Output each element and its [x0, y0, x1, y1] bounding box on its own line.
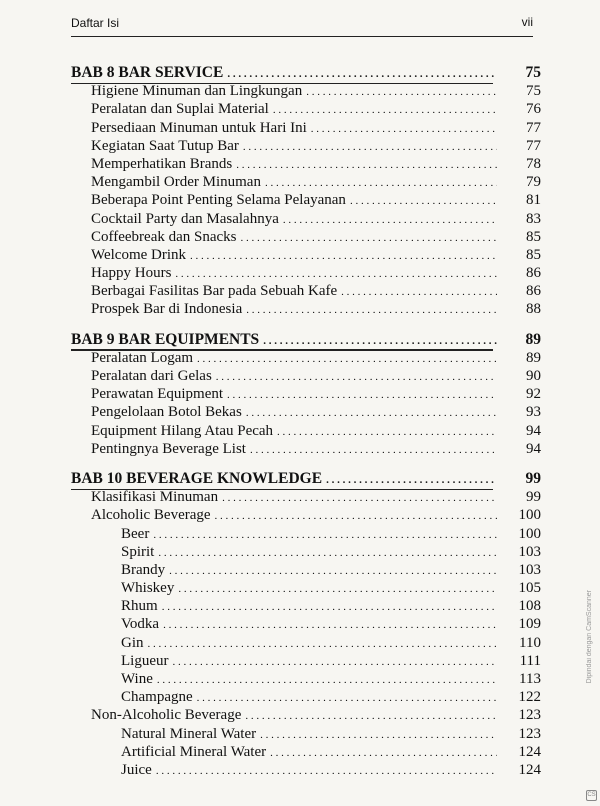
dot-leader [283, 211, 497, 229]
dot-leader [178, 580, 497, 598]
toc-entry[interactable] [71, 440, 541, 458]
scanner-watermark: Dipindai dengan CamScanner [586, 590, 593, 684]
toc-entry[interactable] [71, 725, 541, 743]
entry-title: Whiskey [121, 580, 175, 597]
entry-title: Natural Mineral Water [121, 725, 257, 742]
toc-entry[interactable] [71, 155, 541, 173]
toc-entry[interactable] [71, 82, 541, 100]
dot-leader [175, 265, 497, 283]
entry-page-number: 83 [526, 210, 541, 227]
entry-page-number: 93 [526, 404, 541, 421]
entry-page-number: 85 [526, 246, 541, 263]
chapter-page-number: 89 [525, 330, 541, 348]
dot-leader [306, 83, 497, 101]
toc-entry[interactable] [71, 706, 541, 724]
entry-page-number: 94 [526, 422, 541, 439]
dot-leader [350, 192, 497, 210]
entry-title: Beberapa Point Penting Selama Pelayanan [91, 192, 346, 209]
entry-page-number: 86 [526, 283, 541, 300]
dot-leader [277, 423, 497, 441]
toc-entry[interactable] [71, 634, 541, 652]
entry-page-number: 77 [526, 137, 541, 154]
dot-leader [326, 471, 497, 489]
dot-leader [222, 489, 497, 507]
page-number: vii [521, 15, 533, 29]
entry-page-number: 123 [518, 707, 541, 724]
chapter-page-number: 75 [525, 64, 541, 81]
entry-title: Artificial Mineral Water [121, 743, 267, 760]
toc-entry[interactable] [71, 422, 541, 440]
dot-leader [162, 598, 497, 616]
chapter-title: BAB 9 BAR EQUIPMENTS [71, 330, 260, 348]
entry-page-number: 90 [526, 368, 541, 384]
entry-title: Happy Hours [91, 265, 172, 282]
entry-title: Pentingnya Beverage List [91, 440, 246, 457]
entry-title: Ligueur [121, 652, 169, 669]
dot-leader [241, 229, 497, 247]
toc-entry[interactable] [71, 385, 541, 403]
dot-leader [156, 762, 497, 780]
toc-entry[interactable] [71, 282, 541, 300]
entry-page-number: 92 [526, 386, 541, 403]
dot-leader [227, 386, 497, 404]
dot-leader [197, 689, 497, 707]
entry-page-number: 100 [518, 507, 541, 524]
entry-title: Memperhatikan Brands [91, 155, 233, 172]
dot-leader [148, 635, 498, 653]
dot-leader [265, 174, 497, 192]
toc-entry[interactable] [71, 652, 541, 670]
entry-page-number: 110 [519, 634, 541, 651]
toc-entry[interactable] [71, 137, 541, 155]
entry-page-number: 77 [526, 119, 541, 136]
entry-title: Welcome Drink [91, 246, 187, 263]
toc-entry[interactable] [71, 506, 541, 524]
entry-page-number: 99 [526, 489, 541, 506]
dot-leader [153, 526, 497, 544]
entry-title: Alcoholic Beverage [91, 507, 211, 524]
entry-title: Non-Alcoholic Beverage [91, 707, 242, 724]
entry-title: Persediaan Minuman untuk Hari Ini [91, 119, 307, 136]
entry-page-number: 111 [519, 652, 541, 669]
toc-entry[interactable] [71, 688, 541, 706]
toc-entry[interactable] [71, 743, 541, 761]
toc-entry[interactable] [71, 246, 541, 264]
toc-entry[interactable] [71, 173, 541, 191]
toc-chapter-section [71, 331, 541, 458]
toc-entry[interactable] [71, 367, 541, 385]
entry-title: Kegiatan Saat Tutup Bar [91, 137, 239, 154]
entry-page-number: 124 [518, 761, 541, 778]
dot-leader [236, 156, 497, 174]
entry-title: Peralatan Logam [91, 349, 194, 366]
entry-page-number: 123 [518, 725, 541, 742]
entry-title: Mengambil Order Minuman [91, 174, 261, 191]
entry-page-number: 89 [526, 349, 541, 366]
dot-leader [246, 404, 497, 422]
entry-page-number: 108 [518, 598, 541, 615]
dot-leader [216, 368, 497, 386]
toc-entry[interactable] [71, 228, 541, 246]
entry-title: Prospek Bar di Indonesia [91, 301, 243, 318]
entry-page-number: 124 [518, 743, 541, 760]
chapter-title: BAB 10 BEVERAGE KNOWLEDGE [71, 469, 323, 487]
toc-entry[interactable] [71, 561, 541, 579]
chapter-page-number: 99 [525, 469, 541, 487]
dot-leader [263, 332, 497, 350]
entry-title: Beer [121, 525, 150, 542]
entry-page-number: 88 [526, 301, 541, 318]
dot-leader [246, 301, 497, 319]
toc-chapter-heading[interactable] [71, 331, 541, 349]
dot-leader [260, 726, 497, 744]
entry-page-number: 79 [526, 174, 541, 191]
toc-entry[interactable] [71, 349, 541, 367]
dot-leader [250, 441, 497, 459]
toc-entry[interactable] [71, 615, 541, 633]
entry-title: Champagne [121, 689, 193, 706]
toc-entry[interactable] [71, 264, 541, 282]
toc-chapter-section [71, 64, 541, 319]
toc-entry[interactable] [71, 670, 541, 688]
toc-entry[interactable] [71, 761, 541, 779]
dot-leader [227, 65, 497, 83]
camscanner-logo-icon: CS [586, 790, 597, 801]
toc-entry[interactable] [71, 488, 541, 506]
dot-leader [270, 744, 497, 762]
entry-title: Klasifikasi Minuman [91, 489, 219, 506]
toc-entry[interactable] [71, 525, 541, 543]
toc-entry[interactable] [71, 100, 541, 118]
entry-title: Berbagai Fasilitas Bar pada Sebuah Kafe [91, 283, 338, 300]
running-title: Daftar Isi [71, 16, 120, 30]
entry-page-number: 100 [518, 525, 541, 542]
dot-leader [163, 616, 497, 634]
toc-chapter-heading[interactable] [71, 470, 541, 488]
chapter-title: BAB 8 BAR SERVICE [71, 64, 224, 81]
entry-page-number: 86 [526, 265, 541, 282]
entry-page-number: 113 [519, 671, 541, 687]
toc-entry[interactable] [71, 403, 541, 421]
entry-page-number: 75 [526, 83, 541, 100]
entry-title: Perawatan Equipment [91, 386, 224, 403]
entry-page-number: 103 [518, 561, 541, 578]
dot-leader [341, 283, 497, 301]
toc-entry[interactable] [71, 579, 541, 597]
toc-entry[interactable] [71, 119, 541, 137]
entry-title: Juice [121, 761, 152, 778]
toc-chapter-heading[interactable] [71, 64, 541, 82]
entry-title: Wine [121, 671, 153, 687]
entry-title: Vodka [121, 616, 160, 633]
entry-page-number: 105 [518, 580, 541, 597]
entry-title: Brandy [121, 561, 166, 578]
toc-entry[interactable] [71, 597, 541, 615]
dot-leader [243, 138, 497, 156]
toc-entry[interactable] [71, 210, 541, 228]
entry-title: Spirit [121, 543, 155, 560]
entry-title: Higiene Minuman dan Lingkungan [91, 83, 303, 100]
entry-page-number: 103 [518, 543, 541, 560]
entry-title: Pengelolaan Botol Bekas [91, 404, 242, 421]
entry-title: Equipment Hilang Atau Pecah [91, 422, 274, 439]
entry-title: Rhum [121, 598, 158, 615]
dot-leader [158, 544, 497, 562]
toc-entry[interactable] [71, 191, 541, 209]
dot-leader [215, 507, 497, 525]
dot-leader [169, 562, 497, 580]
entry-page-number: 85 [526, 228, 541, 245]
entry-title: Cocktail Party dan Masalahnya [91, 210, 279, 227]
toc-entry[interactable] [71, 543, 541, 561]
toc-chapter-section [71, 470, 541, 779]
entry-page-number: 76 [526, 101, 541, 118]
dot-leader [311, 120, 497, 138]
entry-page-number: 122 [518, 689, 541, 706]
dot-leader [157, 671, 497, 689]
toc-entry[interactable] [71, 300, 541, 318]
entry-page-number: 94 [526, 440, 541, 457]
dot-leader [197, 350, 497, 368]
table-of-contents [71, 64, 541, 779]
dot-leader [190, 247, 497, 265]
entry-title: Peralatan dan Suplai Material [91, 101, 269, 118]
entry-title: Coffeebreak dan Snacks [91, 228, 237, 245]
entry-page-number: 78 [526, 155, 541, 172]
dot-leader [172, 653, 497, 671]
entry-title: Peralatan dari Gelas [91, 368, 212, 384]
entry-page-number: 109 [518, 616, 541, 633]
dot-leader [245, 707, 497, 725]
entry-page-number: 81 [526, 192, 541, 209]
dot-leader [273, 101, 497, 119]
page-header [71, 14, 533, 37]
entry-title: Gin [121, 634, 144, 651]
